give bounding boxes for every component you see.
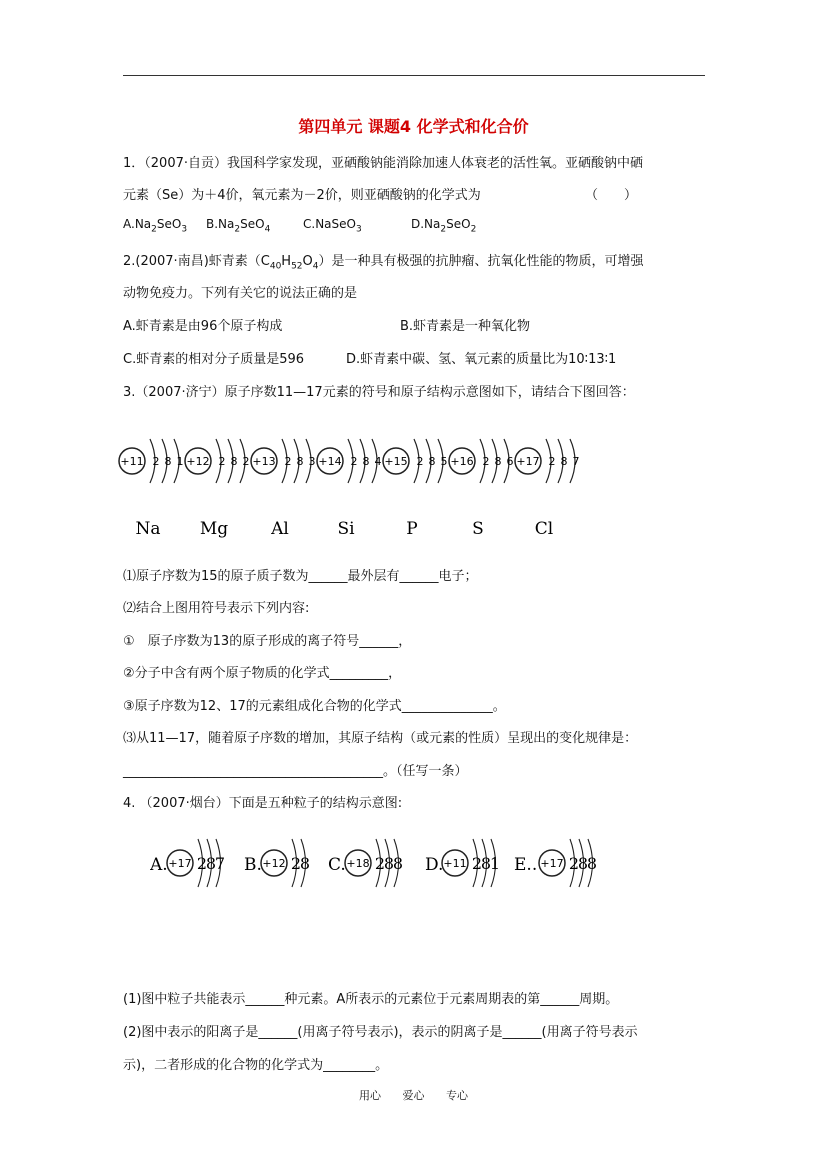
atom-diagram-na — [119, 439, 184, 539]
shell-electron-count: 8 — [230, 455, 238, 468]
particle-diagram-c — [328, 839, 403, 887]
q1-option-b: $B.Na_2SeO_4$ — [206, 217, 271, 235]
atom-nucleus-label: +14 — [318, 455, 342, 468]
q3-part2: ⑵结合上图用符号表示下列内容: — [123, 601, 310, 616]
page-title: 第四单元 课题4 化学式和化合价 — [298, 117, 529, 136]
shell-electron-count: 8 — [362, 455, 370, 468]
particle-nucleus-label: +18 — [346, 857, 370, 870]
shell-electron-count: 8 — [296, 455, 304, 468]
shell-electron-count: 8 — [586, 854, 598, 873]
shell-electron-count: 2 — [416, 455, 424, 468]
shell-electron-count: 8 — [560, 455, 568, 468]
shell-electron-count: 2 — [548, 455, 556, 468]
atom-diagram-s — [449, 439, 514, 539]
q3-part3-blank: ________________________________________。（任写一条） — [123, 764, 468, 779]
atomic-structure-diagram — [118, 405, 598, 550]
q2-option-b: B.虾青素是一种氧化物 — [400, 319, 531, 334]
particle-nucleus-label: +11 — [443, 857, 467, 870]
shell-electron-count: 8 — [494, 455, 502, 468]
atom-nucleus-label: +12 — [186, 455, 210, 468]
shell-electron-count: 8 — [205, 854, 217, 873]
shell-electron-count: 7 — [572, 455, 580, 468]
shell-electron-count: 8 — [577, 854, 589, 873]
particle-nucleus-label: +12 — [262, 857, 286, 870]
q3-part2b: ②分子中含有两个原子物质的化学式_________， — [123, 666, 402, 681]
shell-electron-count: 1 — [489, 854, 501, 873]
particle-nucleus-label: +17 — [540, 857, 564, 870]
footer-word-1: 用心 — [359, 1089, 381, 1102]
shell-electron-count: 2 — [218, 455, 226, 468]
q4-part2: (2)图中表示的阳离子是______(用离子符号表示)，表示的阴离子是______(用离子符号表示 — [123, 1025, 638, 1040]
shell-electron-count: 3 — [308, 455, 316, 468]
atom-diagram-p — [383, 439, 448, 539]
q2-line2: 动物免疫力。下列有关它的说法正确的是 — [123, 286, 358, 301]
particle-label: E.. — [514, 855, 538, 875]
atom-nucleus-label: +11 — [120, 455, 144, 468]
shell-electron-count: 2 — [152, 455, 160, 468]
particle-diagram-a — [150, 839, 225, 887]
particle-label: C. — [328, 855, 346, 875]
q4-part1: (1)图中粒子共能表示______种元素。A所表示的元素位于元素周期表的第______周期。 — [123, 992, 619, 1007]
q3-part3: ⑶从11—17，随着原子序数的增加，其原子结构（或元素的性质）呈现出的变化规律是： — [123, 731, 638, 746]
footer — [0, 1087, 827, 1103]
particle-label: B. — [244, 855, 262, 875]
shell-electron-count: 2 — [482, 455, 490, 468]
shell-electron-count: 8 — [383, 854, 395, 873]
particle-label: A. — [150, 855, 168, 875]
q3-part1: ⑴原子序数为15的原子质子数为______最外层有______电子； — [123, 569, 478, 584]
q2-option-a: A.虾青素是由96个原子构成 — [123, 319, 283, 334]
q1-option-a: $A.Na_2SeO_3$ — [123, 217, 188, 235]
shell-electron-count: 2 — [568, 854, 580, 873]
q3-part2c: ③原子序数为12、17的元素组成化合物的化学式______________。 — [123, 699, 506, 714]
shell-electron-count: 8 — [164, 455, 172, 468]
shell-electron-count: 2 — [284, 455, 292, 468]
element-symbol: Al — [271, 519, 289, 539]
particle-diagram-d — [425, 839, 500, 887]
atom-diagram-mg — [185, 439, 250, 539]
q1-option-c: C.NaSeO$_3$ — [303, 217, 362, 235]
shell-electron-count: 8 — [428, 455, 436, 468]
shell-electron-count: 6 — [506, 455, 514, 468]
q4-part2-cont: 示)，二者形成的化合物的化学式为________。 — [123, 1058, 389, 1073]
q3-part2a: ① 原子序数为13的原子形成的离子符号______， — [123, 634, 412, 649]
q1-answer-blank: （ ） — [585, 188, 638, 203]
particle-diagram-e — [514, 839, 597, 887]
footer-word-3: 专心 — [446, 1089, 468, 1102]
particle-nucleus-label: +17 — [168, 857, 192, 870]
particle-label: D. — [425, 855, 444, 875]
shell-electron-count: 2 — [242, 455, 250, 468]
shell-electron-count: 2 — [374, 854, 386, 873]
atom-nucleus-label: +13 — [252, 455, 276, 468]
atom-nucleus-label: +16 — [450, 455, 474, 468]
header-rule — [123, 75, 705, 76]
element-symbol: Na — [135, 519, 161, 539]
q3-intro: 3.（2007·济宁）原子序数11—17元素的符号和原子结构示意图如下，请结合下图回答： — [123, 385, 635, 400]
atom-diagram-al — [251, 439, 316, 539]
q1-line1: 1．（2007·自贡）我国科学家发现，亚硒酸钠能消除加速人体衰老的活性氧。亚硒酸钠中硒 — [123, 156, 643, 171]
atom-diagram-cl — [515, 439, 580, 539]
atom-nucleus-label: +17 — [516, 455, 540, 468]
particle-structure-diagram — [150, 815, 610, 915]
q4-intro: 4. （2007·烟台）下面是五种粒子的结构示意图: — [123, 796, 403, 811]
shell-electron-count: 4 — [374, 455, 382, 468]
q2-option-c: C.虾青素的相对分子质量是596 — [123, 352, 305, 367]
atom-nucleus-label: +15 — [384, 455, 408, 468]
shell-electron-count: 8 — [480, 854, 492, 873]
shell-electron-count: 2 — [290, 854, 302, 873]
q1-option-d: $D.Na_2SeO_2$ — [411, 217, 477, 235]
shell-electron-count: 5 — [440, 455, 448, 468]
shell-electron-count: 2 — [350, 455, 358, 468]
particle-diagram-b — [244, 839, 310, 887]
footer-word-2: 爱心 — [402, 1089, 425, 1102]
shell-electron-count: 2 — [471, 854, 483, 873]
shell-electron-count: 2 — [196, 854, 208, 873]
element-symbol: P — [406, 519, 418, 539]
element-symbol: Si — [337, 519, 355, 539]
shell-electron-count: 1 — [176, 455, 184, 468]
q2-option-d: D.虾青素中碳、氢、氧元素的质量比为10∶13∶1 — [346, 352, 617, 367]
element-symbol: Cl — [534, 519, 554, 539]
shell-electron-count: 7 — [214, 854, 226, 873]
atom-diagram-si — [317, 439, 382, 539]
shell-electron-count: 8 — [392, 854, 404, 873]
q2-line1: 2.(2007·南昌)虾青素$(C_{40}H_{52}O_4)$是一种具有极强的抗肿瘤、抗氧化性能的物质，可增强 — [123, 254, 644, 272]
element-symbol: Mg — [199, 519, 229, 539]
q1-line2: 元素（Se）为＋4价，氧元素为－2价，则亚硒酸钠的化学式为 （ ） — [123, 184, 481, 203]
shell-electron-count: 8 — [299, 854, 311, 873]
element-symbol: S — [472, 519, 484, 539]
